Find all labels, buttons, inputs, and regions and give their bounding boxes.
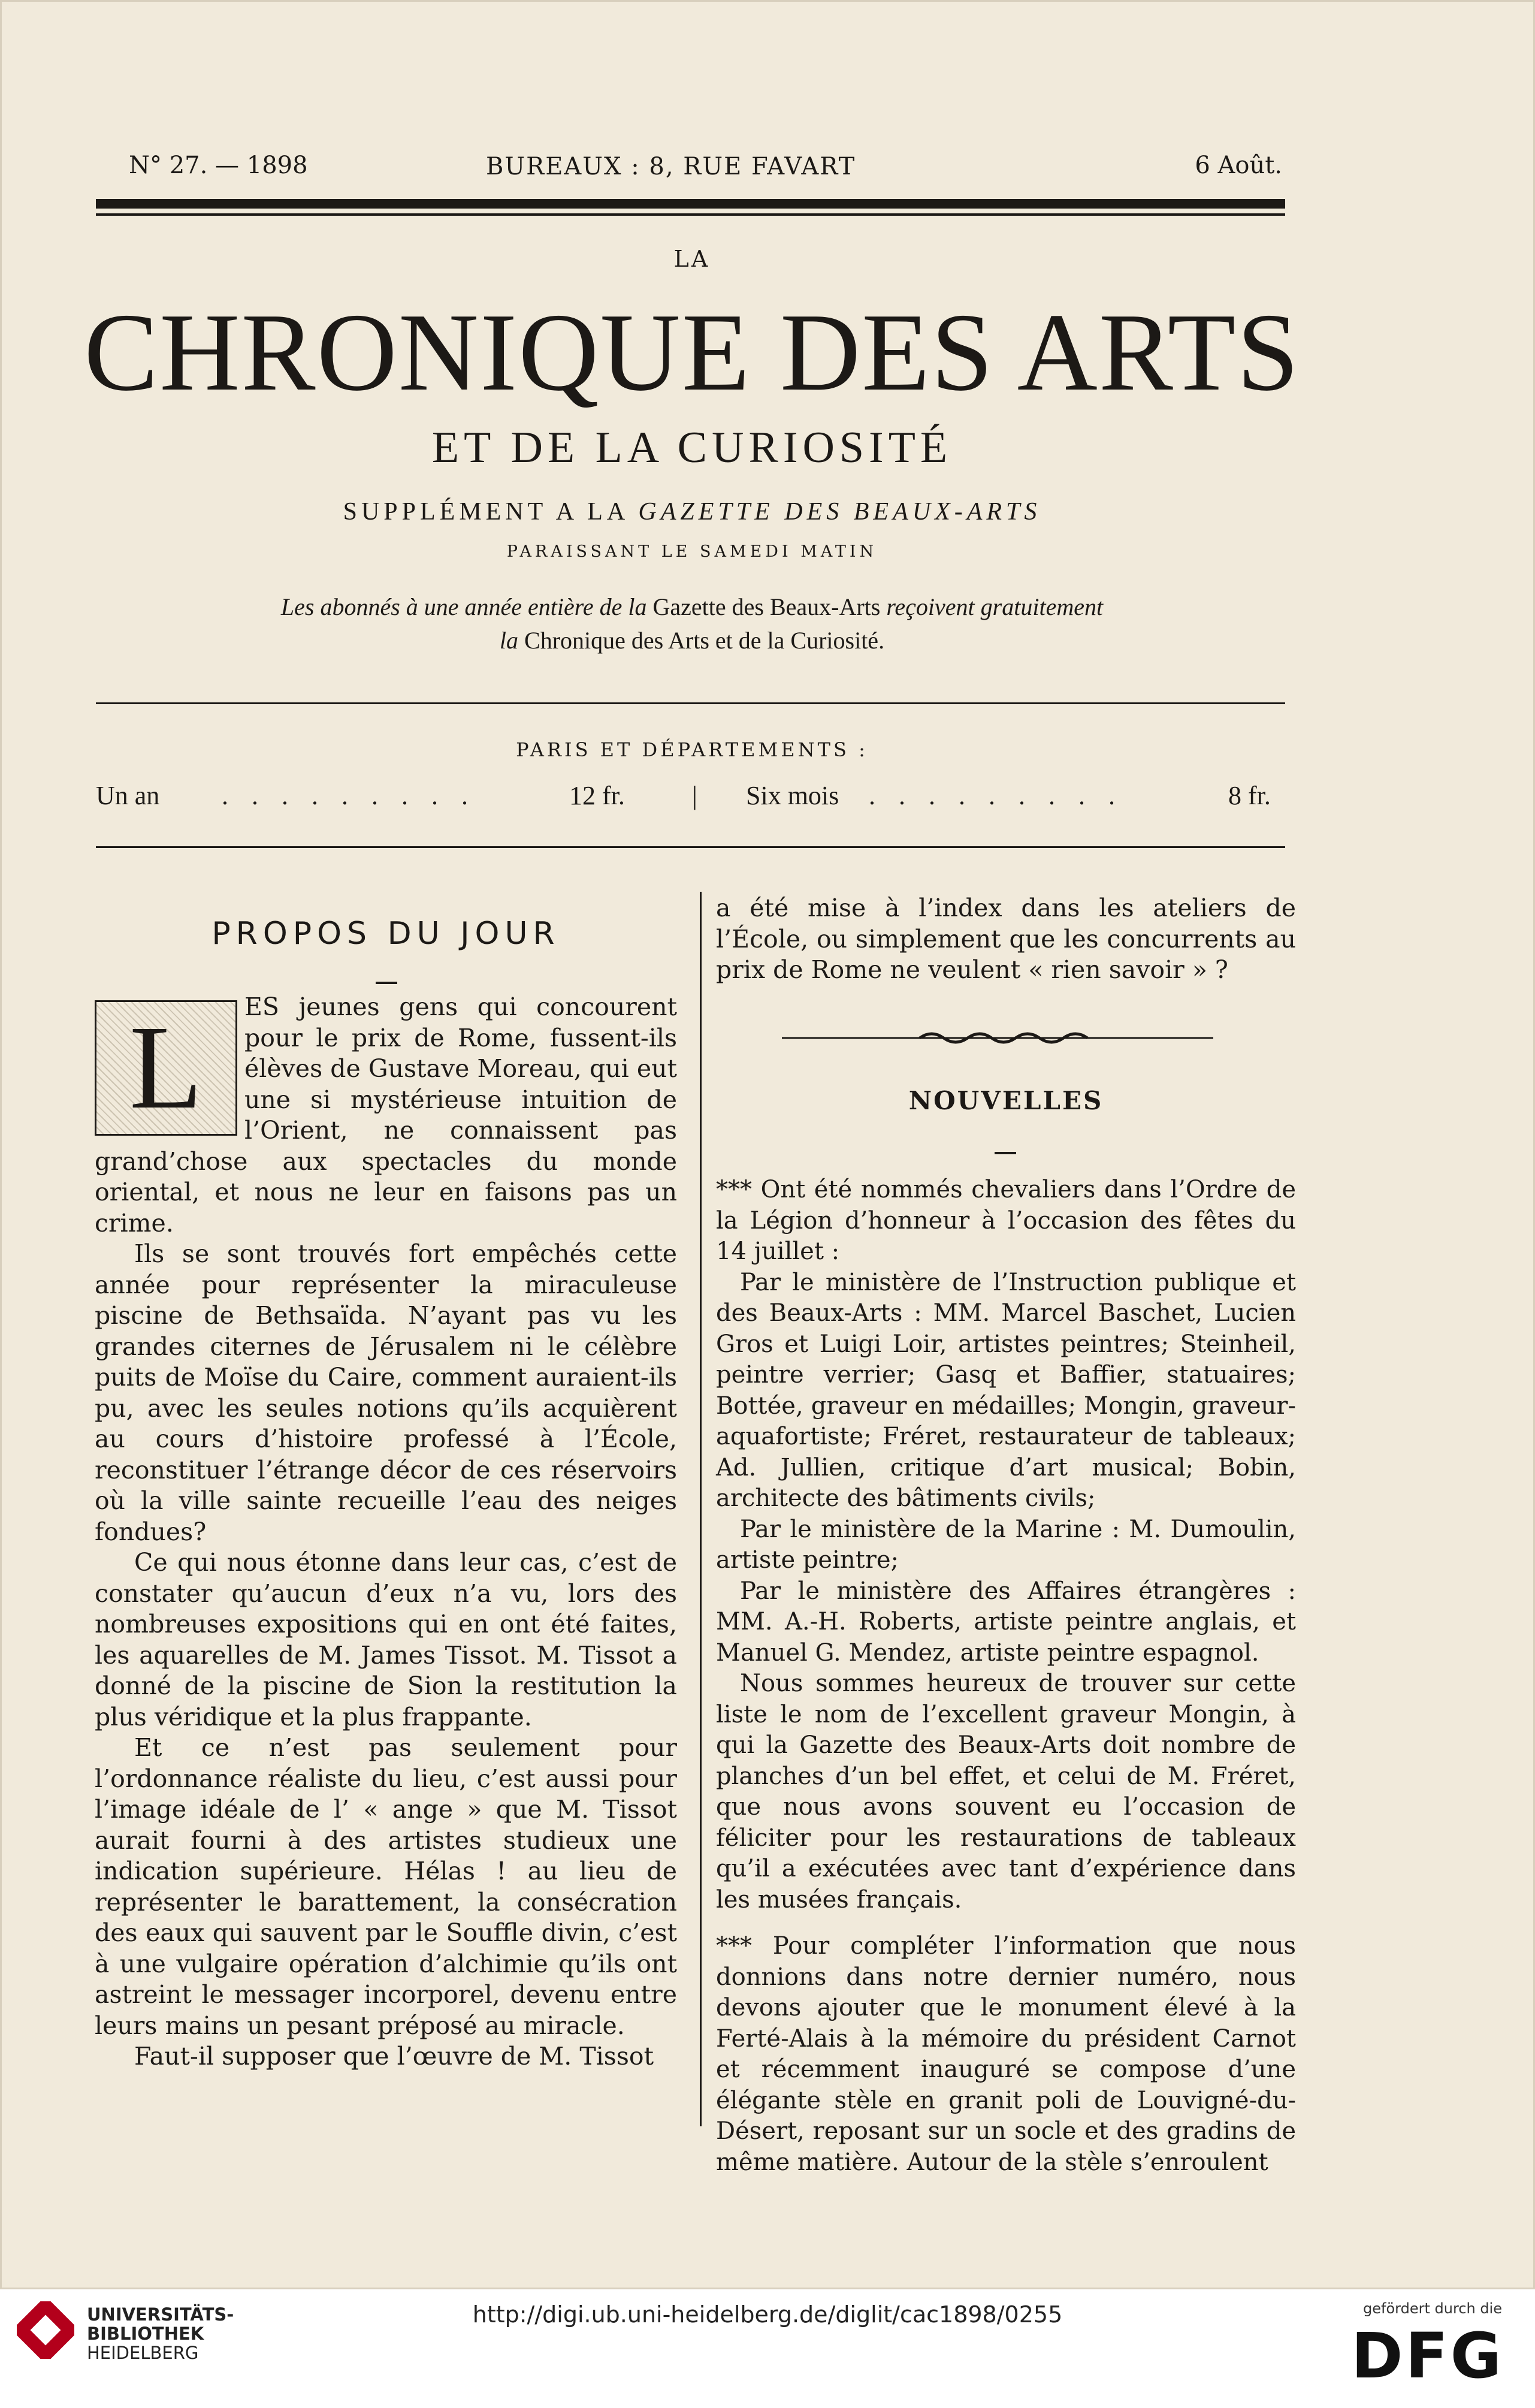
permalink-url[interactable]: http://digi.ub.uni-heidelberg.de/diglit/cac1898/0255 [472,2301,1063,2328]
price-separator: | [692,781,697,810]
library-name-line: BIBLIOTHEK [87,2323,204,2344]
abonnes-text-e: Chronique des Arts et de la Curiosité. [524,627,885,654]
gazette-name: GAZETTE DES BEAUX-ARTS [638,498,1041,526]
nouvelles-paragraph: Par le ministère de l’Instruction publique et des Beaux-Arts : MM. Marcel Baschet, Lucien Gros et Luigi Loir, artistes peintres; Steinheil, peintre verrier; Gasq et Baffier, statuaires; Bottée, graveur en médailles; Mongin, graveur-aquafortiste; Fréret, restaurateur de tableaux; Ad. Jullien, critique d’art musical; Bobin, architecte des bâtiments civils; [716,1268,1296,1512]
heading-dash [995,1152,1016,1154]
title-article: LA [673,246,711,272]
library-name-line: UNIVERSITÄTS- [87,2304,234,2325]
subscription-heading: PARIS ET DÉPARTEMENTS : [516,738,868,761]
publication-title: CHRONIQUE DES ARTS [84,291,1300,414]
propos-article [95,992,677,2072]
ornament-divider [782,1026,1213,1050]
propos-paragraph: Ce qui nous étonne dans leur cas, c’est de constater qu’aucun d’eux n’a vu, lors des nombreuses expositions qui en ont été faites, les aquarelles de M. James Tissot. M. Tissot a donné de la piscine de Sion la restitution la plus véridique et la plus frappante. [95,1548,677,1731]
six-mois-label: Six mois [746,781,839,810]
masthead-thick-rule [96,199,1285,209]
six-mois-price: 8 fr. [1228,781,1271,810]
bureaux-address: BUREAUX : 8, RUE FAVART [486,153,856,180]
supplement-line [0,497,1384,526]
issue-date: 6 Août. [1195,152,1282,179]
propos-paragraph: Faut-il supposer que l’œuvre de M. Tissot [134,2042,654,2071]
masthead-top-line [129,147,1282,189]
nouvelles-article [716,1175,1296,2178]
funding-note: gefördert durch die [1363,2300,1502,2317]
nouvelles-paragraph: Par le ministère des Affaires étrangères : MM. A.-H. Roberts, artiste peintre anglais, et Manuel G. Mendez, artiste peintre espagnol. [716,1577,1296,1667]
un-an-leader: . . . . . . . . . [222,781,476,810]
propos-paragraph: ES jeunes gens qui concourent pour le prix de Rome, fussent-ils élèves de Gustave Moreau, qui eut une si mystérieuse intuition de l’Orient, ne connaissent pas grand’chose aux spectacles du monde oriental, et nous ne leur en faisons pas un crime. [95,992,677,1238]
nouvelles-paragraph: *** Ont été nommés chevaliers dans l’Ordre de la Légion d’honneur à l’occasion des fêtes du 14 juillet : [716,1176,1296,1265]
nouvelles-paragraph: Nous sommes heureux de trouver sur cette liste le nom de l’excellent graveur Mongin, à qui la Gazette des Beaux-Arts doit nombre de planches d’un bel effet, et celui de M. Fréret, que nous avons souvent eu l’occasion de féliciter pour les restaurations de tableaux qu’il a exécutées avec tant d’expérience dans les musées français. [716,1670,1296,1914]
column-divider [700,892,702,2126]
issue-number: N° 27. — 1898 [129,152,308,179]
supplement-prefix: SUPPLÉMENT A LA [343,498,639,526]
dfg-logo[interactable]: DFG [1351,2319,1504,2392]
publication-frequency: PARAISSANT LE SAMEDI MATIN [506,542,878,561]
nouvelles-heading: NOUVELLES [908,1086,1104,1115]
nouvelles-paragraph: *** Pour compléter l’information que nous donnions dans notre dernier numéro, nous devons ajouter que le monument élevé à la Ferté-Alais à la mémoire du président Carnot et récemment inauguré se compose d’une élégante stèle en granit poli de Louvigné-du-Désert, reposant sur un socle et des gradins de même matière. Autour de la stèle s’enroulent [716,1932,1296,2176]
propos-paragraph: Et ce n’est pas seulement pour l’ordonnance réaliste du lieu, c’est aussi pour l’image idéale de l’ « ange » que M. Tissot aurait fourni à des artistes studieux une indication supérieure. Hélas ! au lieu de représenter le barattement, la consécration des eaux qui sauvent par le Souffle divin, c’est à une vulgaire opération d’alchimie qu’ils ont astreint le messager incorporel, devenu entre leurs mains un pesant préposé au miracle. [95,1733,677,2040]
heading-dash [376,982,397,984]
divider-rule [96,846,1285,848]
propos-continuation [716,893,1296,986]
publication-subtitle: ET DE LA CURIOSITÉ [431,423,953,472]
un-an-label: Un an [96,781,160,810]
abonnes-text-b: Gazette des Beaux-Arts [652,593,881,620]
abonnes-text-a: Les abonnés à une année entière de la [280,593,653,620]
nouvelles-paragraph: Par le ministère de la Marine : M. Dumoulin, artiste peintre; [716,1515,1296,1574]
masthead-thin-rule [96,213,1285,216]
subscriber-note [0,590,1384,657]
library-name-line: HEIDELBERG [87,2343,199,2363]
propos-continuation-text: a été mise à l’index dans les ateliers de l’École, ou simplement que les concurrents au prix de Rome ne veulent « rien savoir » ? [716,894,1296,984]
propos-paragraph: Ils se sont trouvés fort empêchés cette année pour représenter la miraculeuse piscine de Bethsaïda. N’ayant pas vu les grandes citernes de Jérusalem ni le célèbre puits de Moïse du Caire, comment auraient-ils pu, avec les seules notions qu’ils acquièrent au cours d’histoire professé à l’École, reconstituer l’étrange décor de ces réservoirs où la ville sainte recueille l’eau des neiges fondues? [95,1239,677,1546]
divider-rule [96,702,1285,704]
abonnes-text-c: reçoivent gratuitement [880,593,1104,620]
six-mois-leader: . . . . . . . . . [869,781,1123,810]
abonnes-text-d: la [499,627,525,654]
decorative-initial: L [95,1000,237,1136]
propos-heading: PROPOS DU JOUR [211,916,560,952]
un-an-price: 12 fr. [569,781,625,810]
